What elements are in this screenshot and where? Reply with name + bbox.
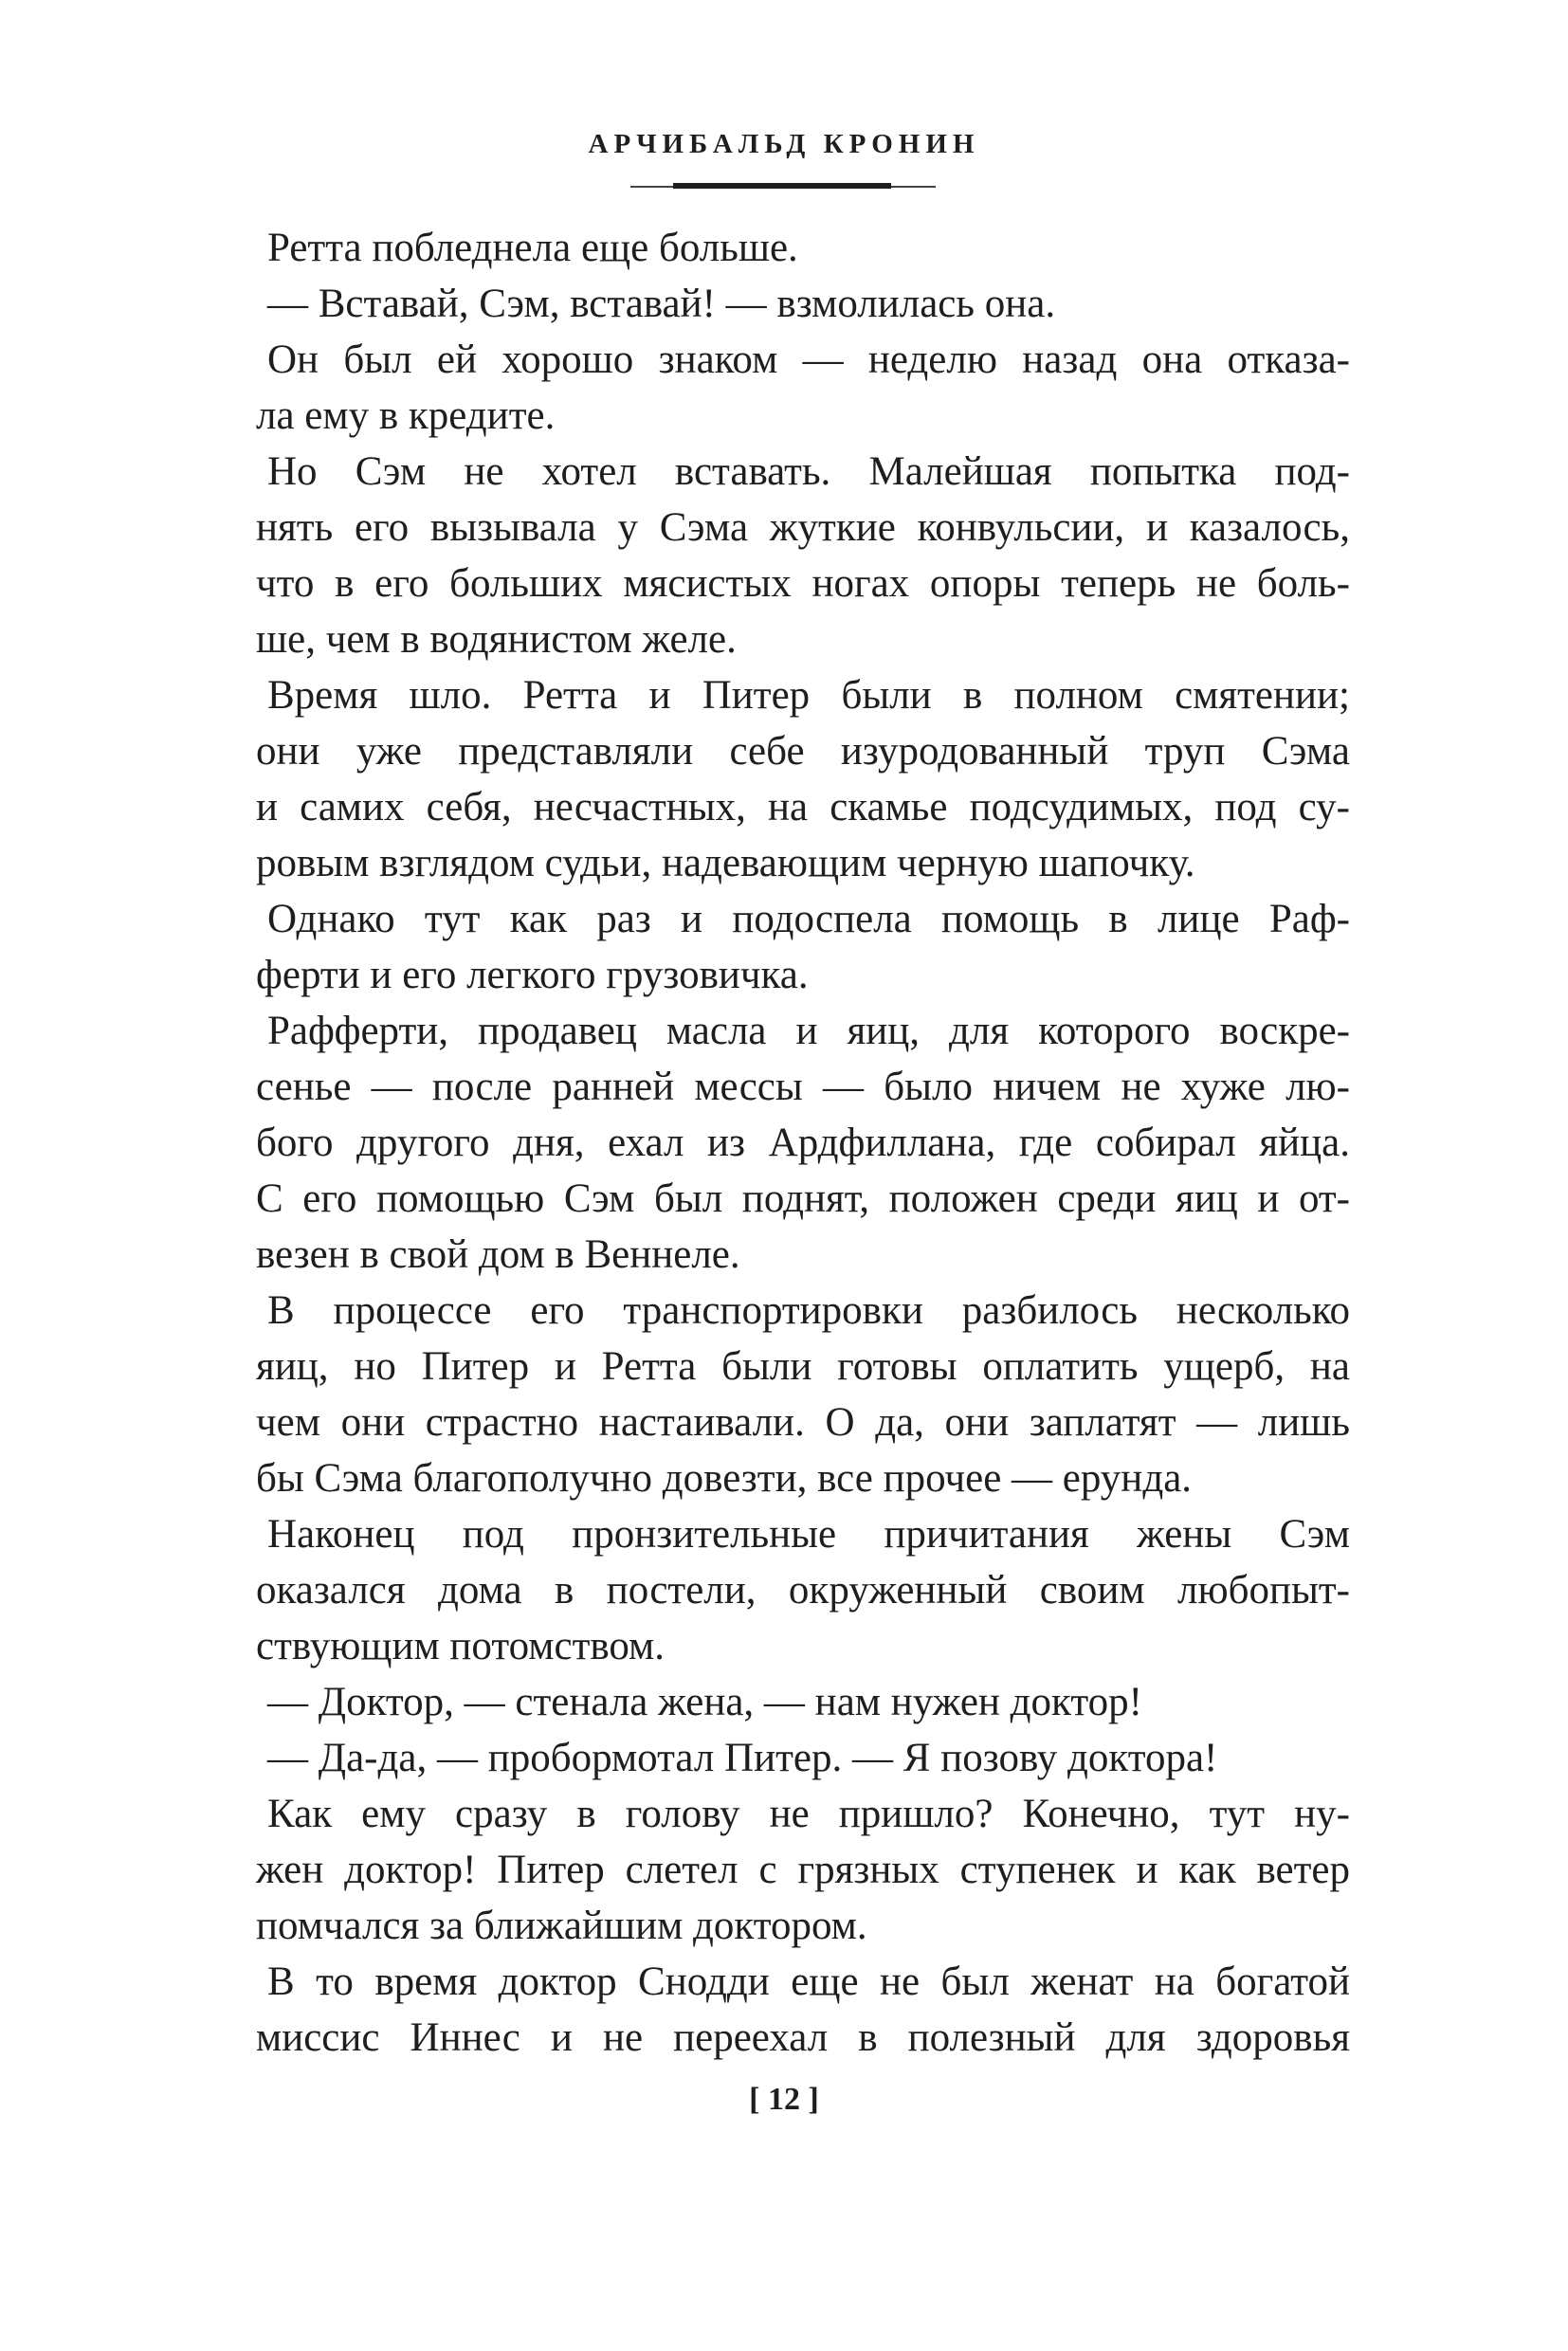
running-head: АРЧИБАЛЬД КРОНИН — [588, 129, 980, 159]
text-line: Однако тут как раз и подоспела помощь в лице Раф- — [267, 897, 1350, 941]
text-line: — Вставай, Сэм, вставай! — взмолилась она. — [267, 282, 1056, 326]
text-line: ше, чем в водянистом желе. — [256, 617, 737, 662]
text-line: оказался дома в постели, окруженный своим любопыт- — [256, 1568, 1350, 1613]
text-line: — Да-да, — пробормотал Питер. — Я позову доктора! — [267, 1736, 1218, 1780]
text-line: Время шло. Ретта и Питер были в полном смятении; — [267, 673, 1350, 718]
text-line: что в его больших мясистых ногах опоры теперь не боль- — [256, 561, 1350, 606]
text-line: бы Сэма благополучно довезти, все прочее — ерунда. — [256, 1456, 1193, 1501]
header-rule-bold — [673, 183, 891, 189]
text-line: Наконец под пронзительные причитания жены Сэм — [267, 1512, 1350, 1557]
text-line: яиц, но Питер и Ретта были готовы оплатить ущерб, на — [256, 1344, 1350, 1389]
text-line: жен доктор! Питер слетел с грязных ступенек и как ветер — [256, 1848, 1350, 1892]
text-line: С его помощью Сэм был поднят, положен среди яиц и от- — [256, 1176, 1350, 1221]
text-line: — Доктор, — стенала жена, — нам нужен доктор! — [267, 1680, 1142, 1724]
text-line: В то время доктор Снодди еще не был женат на богатой — [267, 1959, 1350, 2004]
text-line: ствующим потомством. — [256, 1624, 665, 1668]
text-line: В процессе его транспортировки разбилось несколько — [267, 1288, 1350, 1333]
text-line: бого другого дня, ехал из Ардфиллана, где собирал яйца. — [256, 1121, 1350, 1165]
text-line: Рафферти, продавец масла и яиц, для которого воскре- — [267, 1009, 1350, 1053]
text-line: нять его вызывала у Сэма жуткие конвульсии, и казалось, — [256, 505, 1350, 550]
page-number: [ 12 ] — [749, 2082, 819, 2117]
text-line: сенье — после ранней мессы — было ничем не хуже лю- — [256, 1065, 1350, 1109]
text-line: везен в свой дом в Веннеле. — [256, 1232, 740, 1277]
text-line: и самих себя, несчастных, на скамье подсудимых, под су- — [256, 785, 1350, 829]
text-line: миссис Иннес и не переехал в полезный для здоровья — [256, 2015, 1350, 2060]
text-line: Он был ей хорошо знаком — неделю назад она отказа- — [267, 337, 1350, 382]
text-line: они уже представляли себе изуродованный труп Сэма — [256, 729, 1350, 774]
body-text — [256, 220, 1350, 2066]
text-line: Но Сэм не хотел вставать. Малейшая попытка под- — [267, 449, 1350, 494]
text-line: ровым взглядом судьи, надевающим черную шапочку. — [256, 841, 1195, 885]
text-line: чем они страстно настаивали. О да, они заплатят — лишь — [256, 1400, 1350, 1445]
text-line: Как ему сразу в голову не пришло? Конечно, тут ну- — [267, 1792, 1350, 1836]
text-line: ла ему в кредите. — [256, 393, 556, 438]
text-line: Ретта побледнела еще больше. — [267, 226, 798, 270]
text-line: помчался за ближайшим доктором. — [256, 1904, 867, 1948]
text-line: ферти и его легкого грузовичка. — [256, 953, 809, 997]
